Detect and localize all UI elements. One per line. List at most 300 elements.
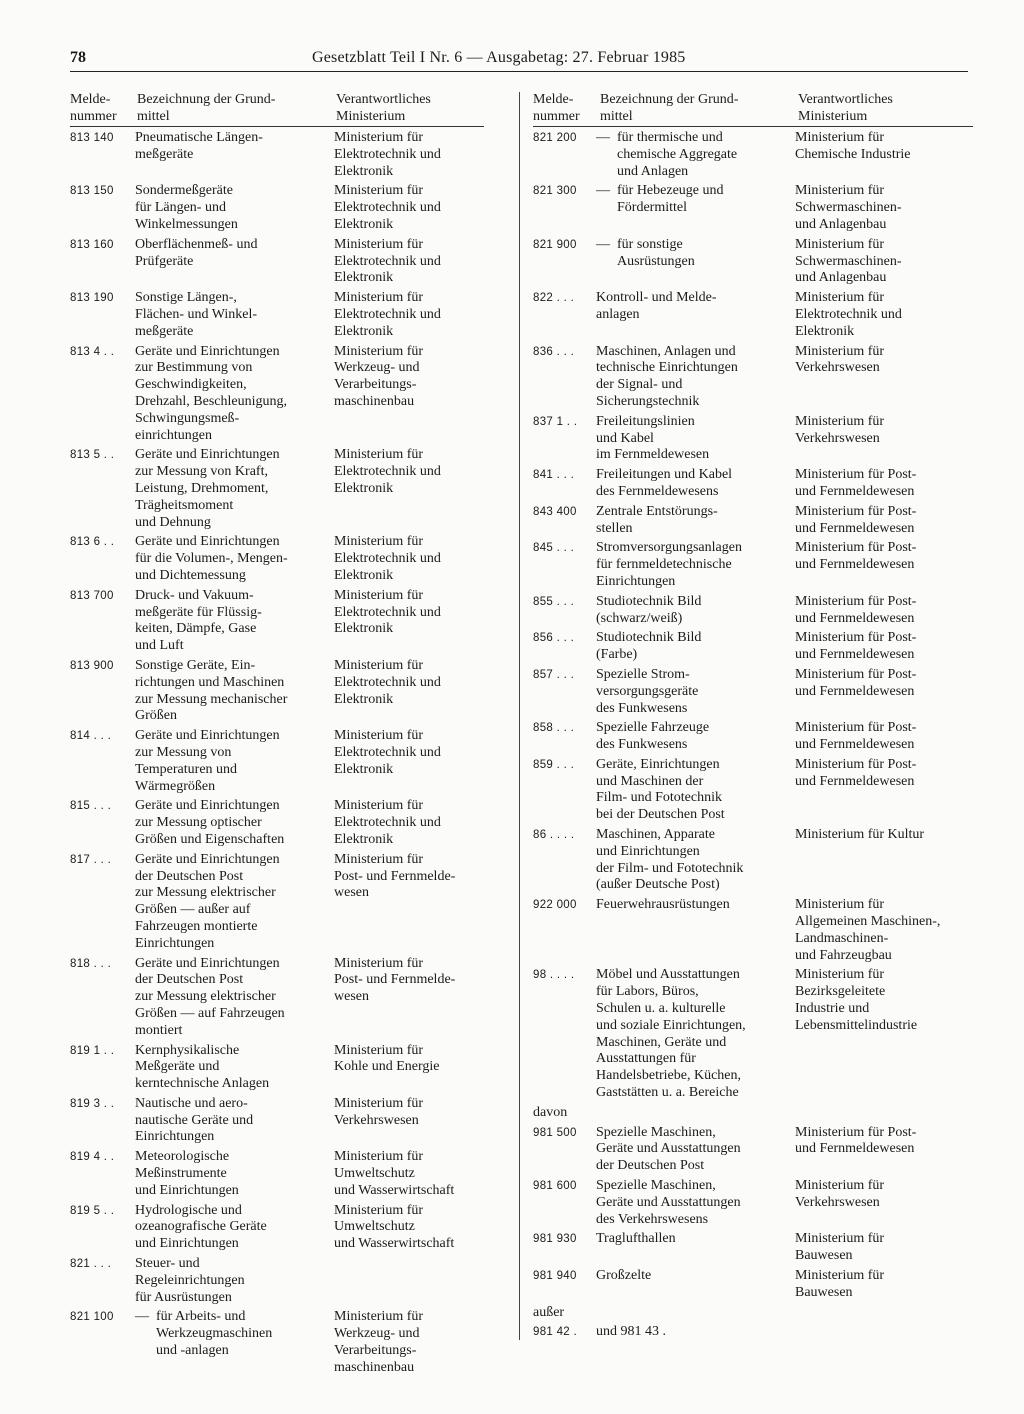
ministry-line: Elektronik — [795, 323, 855, 339]
description-line: der Film- und Fototechnik — [596, 860, 744, 876]
header-number: Melde- nummer — [70, 92, 117, 124]
description-line: der Deutschen Post — [596, 1158, 705, 1174]
responsible-ministry — [795, 630, 975, 664]
responsible-ministry — [334, 1043, 494, 1077]
asset-description — [596, 540, 791, 590]
description-line: (Farbe) — [596, 647, 638, 663]
description-line: Maschinen, Anlagen und — [596, 343, 736, 359]
description-line: meßgeräte — [135, 146, 194, 162]
description-line: meßgeräte für Flüssig- — [135, 604, 262, 620]
description-line: Geräte, Einrichtungen — [596, 756, 720, 772]
responsible-ministry — [795, 594, 975, 628]
description-line: (schwarz/weiß) — [596, 610, 683, 626]
ministry-line: Ministerium für — [334, 343, 424, 359]
table-row — [70, 447, 484, 531]
responsible-ministry — [334, 183, 494, 233]
ministry-line: Landmaschinen- — [795, 930, 889, 946]
ministry-line: Elektronik — [334, 831, 394, 847]
responsible-ministry — [334, 344, 494, 411]
registration-number: 859 . . . — [533, 758, 575, 771]
table-row — [70, 798, 484, 848]
responsible-ministry — [795, 1268, 975, 1302]
asset-description — [596, 897, 791, 914]
asset-description — [135, 447, 325, 531]
description-line: Traglufthallen — [596, 1231, 676, 1247]
description-line: Flächen- und Winkel- — [135, 306, 258, 322]
description-line: Ausrüstungen — [617, 253, 695, 269]
registration-number: 813 140 — [70, 132, 114, 144]
ministry-line: und Fernmeldewesen — [795, 1141, 915, 1157]
asset-description — [596, 1324, 791, 1341]
ministry-line: Ministerium für — [334, 798, 424, 814]
ministry-line: Elektrotechnik und — [334, 815, 441, 831]
asset-description — [596, 344, 791, 411]
description-line: montiert — [135, 1022, 183, 1038]
asset-description — [596, 130, 791, 180]
description-line: Prüfgeräte — [135, 253, 194, 269]
left-rows — [70, 130, 484, 1377]
description-line: Maschinen, Geräte und — [596, 1034, 727, 1050]
registration-number: 837 1 . . — [533, 415, 578, 428]
dash-marker: — — [135, 1309, 149, 1325]
responsible-ministry — [334, 237, 494, 287]
ministry-line: Ministerium für Post- — [795, 630, 917, 646]
registration-number: 98 . . . . — [533, 969, 575, 982]
asset-description — [596, 667, 791, 717]
registration-number: 817 . . . — [70, 853, 112, 866]
description-line: Größen — außer auf — [135, 902, 251, 918]
table-row — [533, 1268, 973, 1302]
ministry-line: Schwermaschinen- — [795, 253, 902, 269]
ministry-line: und Fernmeldewesen — [795, 483, 915, 499]
ministry-line: Ministerium für — [795, 343, 885, 359]
description-line: des Verkehrswesens — [596, 1211, 709, 1227]
ministry-line: Lebensmittelindustrie — [795, 1017, 918, 1033]
responsible-ministry — [795, 467, 975, 501]
asset-description — [135, 658, 325, 725]
asset-description — [135, 1203, 325, 1253]
ministry-line: Ministerium für — [334, 728, 424, 744]
description-line: und Einrichtungen — [135, 1236, 239, 1252]
dash-marker: — — [596, 130, 610, 145]
asset-description — [135, 183, 325, 233]
table-row — [533, 504, 973, 538]
asset-description — [135, 534, 325, 584]
asset-description — [135, 290, 325, 340]
ministry-line: Elektrotechnik und — [334, 604, 441, 620]
ministry-line: Ministerium für Post- — [795, 593, 917, 609]
ministry-line: Ministerium für Post- — [795, 756, 917, 772]
description-line: Geräte und Einrichtungen — [135, 728, 280, 744]
asset-description — [135, 130, 325, 164]
registration-number: 821 300 — [533, 185, 577, 198]
description-line: Einrichtungen — [135, 935, 215, 951]
description-line: Sonstige Längen-, — [135, 290, 237, 306]
registration-number: 821 900 — [533, 238, 577, 251]
responsible-ministry — [795, 1178, 975, 1212]
description-line: zur Bestimmung von — [135, 360, 253, 376]
description-line: der Signal- und — [596, 377, 683, 393]
description-line: Geräte und Einrichtungen — [135, 851, 280, 867]
page-header — [70, 49, 968, 72]
ministry-line: Ministerium für — [795, 183, 885, 199]
description-line: Spezielle Maschinen, — [596, 1178, 716, 1194]
table-row — [533, 183, 973, 233]
ministry-line: Ministerium für Post- — [795, 467, 917, 483]
table-row — [70, 1256, 484, 1306]
responsible-ministry — [334, 1309, 494, 1376]
section-label: davon — [533, 1104, 568, 1120]
header-number: Melde- nummer — [533, 92, 580, 124]
ministry-line: Elektronik — [334, 216, 394, 232]
description-line: Sondermeßgeräte — [135, 183, 233, 199]
description-line: Zentrale Entstörungs- — [596, 503, 718, 519]
description-line: Schulen u. a. kulturelle — [596, 1001, 726, 1017]
description-line: und Kabel — [596, 430, 654, 446]
responsible-ministry — [334, 588, 494, 638]
table-row — [70, 1043, 484, 1093]
description-line: und -anlagen — [156, 1343, 229, 1359]
registration-number: 981 930 — [533, 1233, 577, 1246]
description-line: Einrichtungen — [596, 573, 676, 589]
registration-number: 86 . . . . — [533, 829, 575, 842]
responsible-ministry — [795, 827, 975, 844]
description-line: anlagen — [596, 306, 640, 322]
ministry-line: Umweltschutz — [334, 1166, 415, 1182]
left-column — [70, 90, 484, 1377]
table-row — [533, 1324, 973, 1341]
ministry-line: Elektronik — [334, 323, 394, 339]
description-line: des Funkwesens — [596, 737, 688, 753]
description-line: nautische Geräte und — [135, 1112, 254, 1128]
asset-description — [596, 1178, 791, 1228]
ministry-line: Elektronik — [334, 691, 394, 707]
description-line: der Deutschen Post — [135, 868, 244, 884]
asset-description — [135, 1149, 325, 1199]
description-line: Größen und Eigenschaften — [135, 831, 285, 847]
description-line: Drehzahl, Beschleunigung, — [135, 393, 288, 409]
description-line: für thermische und — [617, 130, 723, 145]
ministry-line: Elektrotechnik und — [334, 744, 441, 760]
responsible-ministry — [795, 1125, 975, 1159]
ministry-line: Ministerium für — [795, 236, 885, 252]
description-line: für Ausrüstungen — [135, 1289, 232, 1305]
header-ministry: Verantwortliches Ministerium — [798, 92, 893, 124]
description-line: Größen — [135, 708, 177, 724]
ministry-line: Ministerium für — [334, 955, 424, 971]
description-line: Winkelmessungen — [135, 216, 238, 232]
table-row — [533, 1231, 973, 1265]
asset-description — [596, 594, 791, 628]
description-line: kerntechnische Anlagen — [135, 1076, 270, 1092]
table-row — [533, 757, 973, 824]
description-line: meßgeräte — [135, 323, 194, 339]
description-line: Möbel und Ausstattungen — [596, 967, 740, 983]
asset-description — [596, 720, 791, 754]
ministry-line: Elektronik — [334, 270, 394, 286]
asset-description — [596, 467, 791, 501]
ministry-line: maschinenbau — [334, 1359, 415, 1375]
description-line: Geräte und Einrichtungen — [135, 534, 280, 550]
asset-description — [596, 183, 791, 217]
asset-description — [596, 414, 791, 464]
description-line: zur Messung optischer — [135, 815, 262, 831]
description-line: Steuer- und — [135, 1256, 200, 1272]
description-line: (außer Deutsche Post) — [596, 877, 720, 893]
ministry-line: Elektrotechnik und — [334, 674, 441, 690]
responsible-ministry — [795, 897, 975, 964]
table-row — [70, 183, 484, 233]
table-row — [533, 720, 973, 754]
ministry-line: Ministerium für — [795, 1268, 885, 1284]
ministry-line: Elektrotechnik und — [334, 306, 441, 322]
table-row — [533, 594, 973, 628]
responsible-ministry — [795, 967, 975, 1034]
ministry-line: Elektronik — [334, 480, 394, 496]
registration-number: 821 100 — [70, 1311, 114, 1324]
description-line: chemische Aggregate — [617, 146, 738, 162]
ministry-line: Ministerium für — [334, 130, 424, 145]
registration-number: 813 190 — [70, 292, 114, 305]
description-line: Trägheitsmoment — [135, 497, 234, 513]
description-line: Studiotechnik Bild — [596, 593, 702, 609]
table-row — [533, 827, 973, 894]
description-line: Geräte und Ausstattungen — [596, 1141, 741, 1157]
description-line: Film- und Fototechnik — [596, 790, 722, 806]
description-line: Sicherungstechnik — [596, 393, 700, 409]
description-line: Meteorologische — [135, 1149, 230, 1165]
column-divider — [519, 92, 520, 1340]
description-line: Hydrologische und — [135, 1202, 242, 1218]
ministry-line: Ministerium für Post- — [795, 666, 917, 682]
ministry-line: Elektronik — [334, 567, 394, 583]
ministry-line: Ministerium für — [334, 1042, 424, 1058]
registration-number: 922 000 — [533, 899, 577, 912]
description-line: Ausstattungen für — [596, 1051, 696, 1067]
description-line: Nautische und aero- — [135, 1095, 248, 1111]
ministry-line: und Fernmeldewesen — [795, 610, 915, 626]
description-line: Freileitungen und Kabel — [596, 467, 733, 483]
page-title: Gesetzblatt Teil I Nr. 6 — Ausgabetag: 27. Februar 1985 — [312, 49, 686, 66]
column-header-row — [70, 90, 484, 127]
registration-number: 981 600 — [533, 1180, 577, 1193]
description-line: technische Einrichtungen — [596, 360, 738, 376]
description-line: Schwingungsmeß- — [135, 410, 240, 426]
registration-number: 858 . . . — [533, 722, 575, 735]
table-row — [70, 852, 484, 953]
ministry-line: Elektrotechnik und — [334, 551, 441, 567]
ministry-line: und Fernmeldewesen — [795, 557, 915, 573]
asset-description — [596, 1231, 791, 1248]
ministry-line: Ministerium für — [334, 534, 424, 550]
description-line: Maschinen, Apparate — [596, 827, 715, 843]
registration-number: 845 . . . — [533, 542, 575, 555]
registration-number: 815 . . . — [70, 800, 112, 813]
description-line: richtungen und Maschinen — [135, 674, 285, 690]
description-line: Fördermittel — [617, 200, 687, 216]
registration-number: 819 4 . . — [70, 1151, 115, 1164]
description-line: Geräte und Einrichtungen — [135, 798, 280, 814]
table-row — [70, 588, 484, 655]
description-line: für Labors, Büros, — [596, 984, 699, 1000]
ministry-line: Elektrotechnik und — [795, 306, 902, 322]
responsible-ministry — [334, 1096, 494, 1130]
description-line: zur Messung von Kraft, — [135, 464, 268, 480]
description-line: versorgungsgeräte — [596, 683, 699, 699]
table-row — [533, 467, 973, 501]
ministry-line: und Wasserwirtschaft — [334, 1236, 455, 1252]
description-line: und Dichtemessung — [135, 567, 246, 583]
ministry-line: Ministerium für — [795, 1178, 885, 1194]
ministry-line: Bauwesen — [795, 1284, 853, 1300]
description-line: zur Messung von — [135, 744, 232, 760]
description-line: im Fernmeldewesen — [596, 447, 710, 463]
description-line: und Anlagen — [617, 163, 689, 179]
description-line: Werkzeugmaschinen — [156, 1326, 273, 1342]
ministry-line: Ministerium für — [334, 236, 424, 252]
description-line: Pneumatische Längen- — [135, 130, 263, 145]
description-line: Geräte und Einrichtungen — [135, 343, 280, 359]
asset-description — [596, 630, 791, 664]
table-row — [533, 667, 973, 717]
description-line: Geräte und Einrichtungen — [135, 955, 280, 971]
registration-number: 813 6 . . — [70, 536, 115, 549]
ministry-line: und Fernmeldewesen — [795, 683, 915, 699]
header-ministry: Verantwortliches Ministerium — [336, 92, 431, 124]
table-row — [533, 344, 973, 411]
ministry-line: Elektrotechnik und — [334, 200, 441, 216]
ministry-line: Post- und Fernmelde- — [334, 972, 456, 988]
description-line: für die Volumen-, Mengen- — [135, 551, 288, 567]
ministry-line: Ministerium für Kultur — [795, 827, 925, 843]
description-line: für fernmeldetechnische — [596, 557, 732, 573]
header-description: Bezeichnung der Grund- mittel — [137, 92, 276, 124]
responsible-ministry — [795, 414, 975, 448]
asset-description — [596, 290, 791, 324]
asset-description — [135, 852, 325, 953]
registration-number: 981 500 — [533, 1126, 577, 1139]
asset-description — [135, 728, 325, 795]
description-line: Spezielle Fahrzeuge — [596, 720, 710, 736]
description-line: der Deutschen Post — [135, 972, 244, 988]
ministry-line: Elektronik — [334, 163, 394, 179]
ministry-line: wesen — [334, 885, 369, 901]
responsible-ministry — [334, 290, 494, 340]
description-line: Stromversorgungsanlagen — [596, 540, 742, 556]
registration-number: 841 . . . — [533, 469, 575, 482]
ministry-line: Ministerium für — [334, 183, 424, 199]
table-row — [533, 1125, 973, 1175]
ministry-line: Bauwesen — [795, 1248, 853, 1264]
ministry-line: Verarbeitungs- — [334, 377, 417, 393]
description-line: Temperaturen und — [135, 761, 238, 777]
registration-number: 819 3 . . — [70, 1097, 115, 1110]
ministry-line: und Wasserwirtschaft — [334, 1182, 455, 1198]
ministry-line: und Anlagenbau — [795, 216, 887, 232]
responsible-ministry — [795, 183, 975, 233]
responsible-ministry — [334, 658, 494, 708]
ministry-line: wesen — [334, 989, 369, 1005]
registration-number: 821 . . . — [70, 1258, 112, 1271]
description-line: und soziale Einrichtungen, — [596, 1017, 746, 1033]
ministry-line: Verarbeitungs- — [334, 1343, 417, 1359]
description-line: Einrichtungen — [135, 1129, 215, 1145]
table-row — [533, 414, 973, 464]
description-line: Oberflächenmeß- und — [135, 236, 258, 252]
description-line: Druck- und Vakuum- — [135, 587, 254, 603]
ministry-line: Ministerium für — [795, 1231, 885, 1247]
ministry-line: und Fernmeldewesen — [795, 520, 915, 536]
table-row — [70, 1203, 484, 1253]
ministry-line: und Fernmeldewesen — [795, 737, 915, 753]
description-line: und Einrichtungen — [596, 843, 700, 859]
description-line: Großzelte — [596, 1268, 652, 1284]
ministry-line: Industrie und — [795, 1001, 870, 1017]
ministry-line: Ministerium für — [334, 1149, 424, 1165]
table-row — [533, 290, 973, 340]
registration-number: 857 . . . — [533, 668, 575, 681]
description-line: Spezielle Strom- — [596, 666, 690, 682]
ministry-line: Ministerium für — [795, 967, 885, 983]
table-row — [70, 1309, 484, 1376]
description-line: für Hebezeuge und — [617, 183, 724, 199]
asset-description — [135, 1096, 325, 1146]
responsible-ministry — [334, 852, 494, 902]
responsible-ministry — [334, 1203, 494, 1253]
ministry-line: Ministerium für — [795, 897, 885, 913]
ministry-line: Ministerium für Post- — [795, 1124, 917, 1140]
asset-description — [135, 1309, 325, 1359]
description-line: Geschwindigkeiten, — [135, 377, 247, 393]
asset-description — [596, 237, 791, 271]
table-row — [70, 534, 484, 584]
ministry-line: Ministerium für — [334, 1202, 424, 1218]
registration-number: 818 . . . — [70, 957, 112, 970]
registration-number: 819 5 . . — [70, 1204, 115, 1217]
description-line: und Einrichtungen — [135, 1182, 239, 1198]
registration-number: 843 400 — [533, 505, 577, 518]
responsible-ministry — [795, 290, 975, 340]
asset-description — [135, 956, 325, 1040]
registration-number: 814 . . . — [70, 730, 112, 743]
description-line: Kernphysikalische — [135, 1042, 240, 1058]
ministry-line: Ministerium für Post- — [795, 540, 917, 556]
ministry-line: und Fahrzeugbau — [795, 947, 892, 963]
responsible-ministry — [795, 757, 975, 791]
ministry-line: Werkzeug- und — [334, 1326, 420, 1342]
ministry-line: Ministerium für — [334, 1309, 424, 1325]
responsible-ministry — [795, 130, 975, 164]
ministry-line: und Fernmeldewesen — [795, 773, 915, 789]
table-row — [70, 1149, 484, 1199]
description-line: Geräte und Ausstattungen — [596, 1194, 741, 1210]
description-line: zur Messung elektrischer — [135, 989, 276, 1005]
ministry-line: Elektrotechnik und — [334, 464, 441, 480]
description-line: Freileitungslinien — [596, 413, 695, 429]
table-row — [533, 630, 973, 664]
registration-number: 813 150 — [70, 185, 114, 198]
registration-number: 813 700 — [70, 589, 114, 602]
ministry-line: Ministerium für — [795, 130, 885, 145]
dash-marker: — — [596, 236, 610, 252]
description-line: und Dehnung — [135, 514, 211, 530]
responsible-ministry — [795, 237, 975, 287]
ministry-line: Ministerium für Post- — [795, 720, 917, 736]
asset-description — [596, 1125, 791, 1175]
ministry-line: Post- und Fernmelde- — [334, 868, 456, 884]
registration-number: 819 1 . . — [70, 1044, 115, 1057]
table-row — [70, 130, 484, 180]
